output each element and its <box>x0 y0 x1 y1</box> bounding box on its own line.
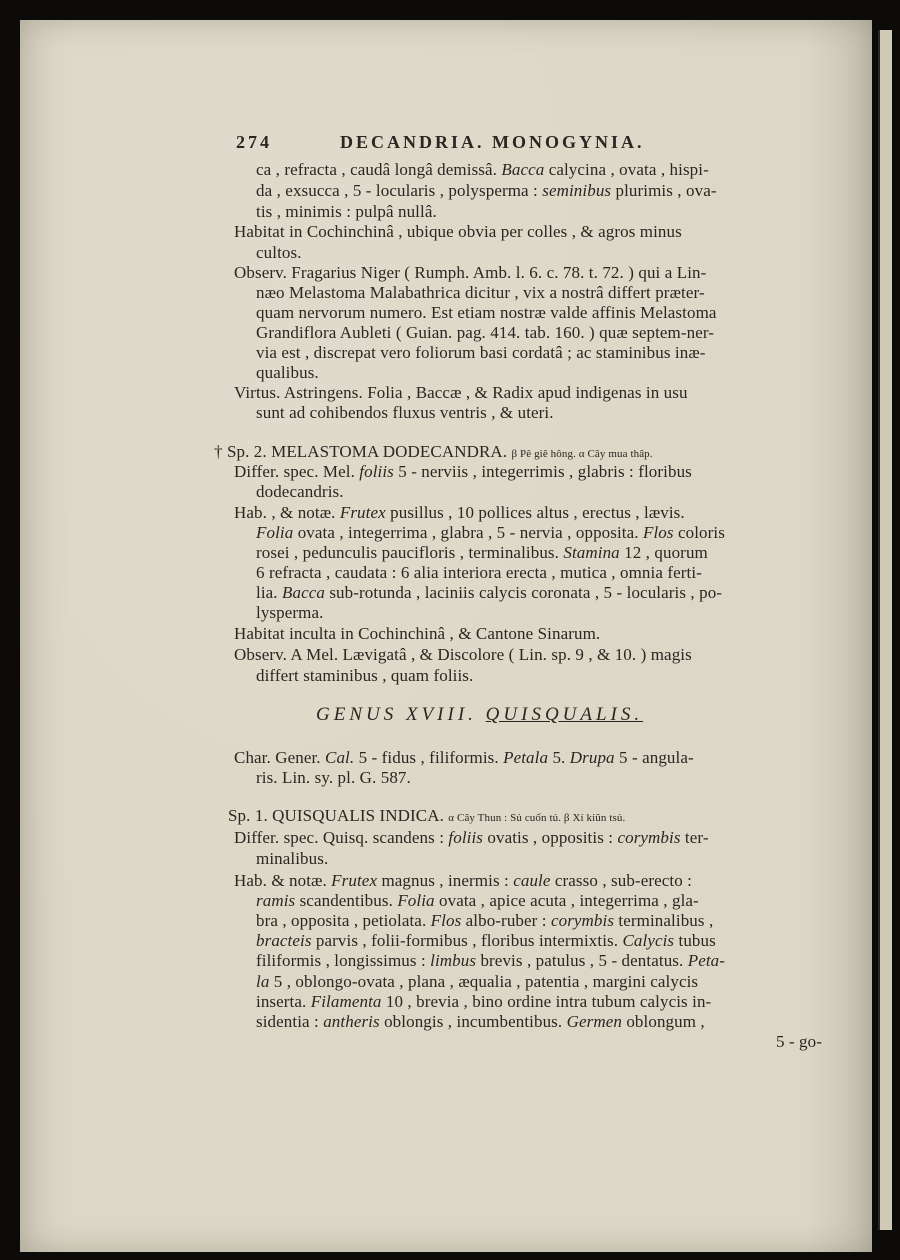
text-run: cultos. <box>256 243 302 262</box>
italic-term: Stamina <box>563 543 620 562</box>
text-line <box>256 768 411 788</box>
text-line <box>256 849 328 869</box>
text-run: 5. <box>548 748 570 767</box>
page-number: 274 <box>236 132 272 152</box>
text-run: tubus <box>674 931 716 950</box>
text-line <box>228 806 625 828</box>
text-line <box>256 603 323 623</box>
text-run: rosei , pedunculis paucifloris , terminalibus. <box>256 543 564 562</box>
text-run: terminalibus , <box>614 911 714 930</box>
text-run: Habitat inculta in Cochinchinâ , & Cantone Sinarum. <box>234 624 601 643</box>
text-line <box>256 972 698 992</box>
text-run: quam nervorum numero. Est etiam nostræ valde affinis Melastoma <box>256 303 717 322</box>
italic-term: Frutex <box>339 503 386 522</box>
text-line <box>256 891 699 911</box>
italic-term: limbus <box>430 951 477 970</box>
italic-term: Frutex <box>331 871 378 890</box>
text-line <box>256 931 716 951</box>
italic-term: foliis <box>448 828 484 847</box>
text-run: Char. Gener. <box>234 748 325 767</box>
text-run: parvis , folii-formibus , floribus intermixtis. <box>311 931 623 950</box>
text-line <box>256 283 705 303</box>
text-line <box>256 363 319 383</box>
italic-term: corymbis <box>617 828 681 847</box>
text-line <box>234 263 706 283</box>
text-line <box>234 503 685 523</box>
text-run: 5 - nerviis , integerrimis , glabris : floribus <box>393 462 692 481</box>
italic-term: Flos <box>430 911 462 930</box>
text-line <box>256 303 717 323</box>
italic-term: foliis <box>359 462 394 481</box>
italic-term: Filamenta <box>310 992 382 1011</box>
italic-term: caule <box>513 871 551 890</box>
text-run: plurimis , ova- <box>611 181 717 200</box>
text-line <box>256 583 722 603</box>
text-line <box>256 523 725 543</box>
text-run: sunt ad cohibendos fluxus ventris , & uteri. <box>256 403 554 422</box>
italic-term: seminibus <box>542 181 612 200</box>
text-line <box>234 462 692 482</box>
text-line <box>256 482 344 502</box>
text-line <box>256 992 711 1012</box>
text-line <box>234 828 709 848</box>
text-run: minalibus. <box>256 849 329 868</box>
vernacular-names: α Cây Thun : Sủ cuốn tủ. β Xí kiũn tsủ. <box>448 812 626 824</box>
text-line <box>256 543 708 563</box>
italic-term: Petala <box>503 748 549 767</box>
text-run: Observ. Fragarius Niger ( Rumph. Amb. l. 6. c. 78. t. 72. ) qui a Lin- <box>234 263 707 282</box>
text-run: pusillus , 10 pollices altus , erectus , lævis. <box>385 503 685 522</box>
text-run: ovatis , oppositis : <box>483 828 618 847</box>
text-line <box>256 951 725 971</box>
text-run: ovata , apice acuta , integerrima , gla- <box>434 891 699 910</box>
text-run: sidentia : <box>256 1012 324 1031</box>
text-run: Grandiflora Aubleti ( Guian. pag. 414. tab. 160. ) quæ septem-ner- <box>256 323 715 342</box>
text-run: oblongis , incumbentibus. <box>379 1012 567 1031</box>
text-run: filiformis , longissimus : <box>256 951 431 970</box>
text-line <box>256 160 709 180</box>
italic-term: Calycis <box>622 931 675 950</box>
text-line <box>256 911 713 931</box>
text-run: ter- <box>680 828 709 847</box>
text-line <box>256 666 473 686</box>
text-run: qualibus. <box>256 363 319 382</box>
text-line <box>256 343 706 363</box>
text-line <box>256 243 302 263</box>
text-run: Differ. spec. Mel. <box>234 462 360 481</box>
text-run: 5 - fidus , filiformis. <box>354 748 504 767</box>
text-line <box>256 181 717 201</box>
text-run: Sp. 1. QUISQUALIS INDICA. <box>228 806 449 825</box>
text-line <box>234 222 682 242</box>
text-run: Observ. A Mel. Lævigatâ , & Discolore ( Lin. sp. 9 , & 10. ) magis <box>234 645 692 664</box>
text-run: calycina , ovata , hispi- <box>544 160 709 179</box>
text-run: lysperma. <box>256 603 324 622</box>
genus-heading <box>316 705 643 725</box>
text-run: Virtus. Astringens. Folia , Baccæ , & Radix apud indigenas in usu <box>234 383 688 402</box>
text-run: oblongum , <box>621 1012 705 1031</box>
text-run: næo Melastoma Malabathrica dicitur , vix a nostrâ differt præter- <box>256 283 705 302</box>
text-run: da , exsucca , 5 - locularis , polysperma : <box>256 181 543 200</box>
running-title: DECANDRIA. MONOGYNIA. <box>340 132 645 152</box>
italic-term: Germen <box>566 1012 622 1031</box>
genus-prefix: GENUS XVIII. <box>316 704 486 725</box>
italic-term: antheris <box>323 1012 380 1031</box>
text-run: magnus , inermis : <box>377 871 514 890</box>
italic-term: Bacca <box>501 160 545 179</box>
text-run: 10 , brevia , bino ordine intra tubum calycis in- <box>381 992 712 1011</box>
text-line <box>256 202 437 222</box>
text-run: 5 - angula- <box>614 748 694 767</box>
text-run: differt staminibus , quam foliis. <box>256 666 474 685</box>
italic-term: Flos <box>642 523 674 542</box>
text-line <box>214 442 653 464</box>
text-line <box>256 323 714 343</box>
text-run: coloris <box>673 523 725 542</box>
catchword: 5 - go- <box>776 1032 823 1051</box>
text-run: inserta. <box>256 992 311 1011</box>
text-run: albo-ruber : <box>461 911 551 930</box>
text-run: Hab. , & notæ. <box>234 503 340 522</box>
text-run: via est , discrepat vero foliorum basi cordatâ ; ac staminibus inæ- <box>256 343 706 362</box>
text-run: 12 , quorum <box>619 543 708 562</box>
text-run: † Sp. 2. MELASTOMA DODECANDRA. <box>214 442 512 461</box>
text-run: ca , refracta , caudâ longâ demissâ. <box>256 160 502 179</box>
text-run: ovata , integerrima , glabra , 5 - nervia , opposita. <box>293 523 643 542</box>
text-line <box>234 748 694 768</box>
text-line <box>234 645 692 665</box>
italic-term: corymbis <box>550 911 615 930</box>
text-run: 6 refracta , caudata : 6 alia interiora erecta , mutica , omnia ferti- <box>256 563 702 582</box>
text-run: brevis , patulus , 5 - dentatus. <box>476 951 688 970</box>
text-run: scandentibus. <box>295 891 398 910</box>
text-line <box>256 563 702 583</box>
italic-term: Bacca <box>282 583 325 602</box>
text-line <box>234 624 600 644</box>
italic-term: bracteis <box>256 931 312 950</box>
genus-name: QUISQUALIS. <box>485 704 644 725</box>
text-run: crasso , sub-erecto : <box>550 871 692 890</box>
vernacular-names: β Pê giê hông. α Cây mua thâp. <box>511 448 653 460</box>
text-line <box>234 383 688 403</box>
text-line <box>256 1012 705 1032</box>
text-run: tis , minimis : pulpâ nullâ. <box>256 202 437 221</box>
text-run: sub-rotunda , laciniis calycis coronata , 5 - locularis , po- <box>324 583 723 602</box>
text-run: 5 , oblongo-ovata , plana , æqualia , patentia , margini calycis <box>269 972 699 991</box>
text-run: Hab. & notæ. <box>234 871 332 890</box>
text-run: bra , opposita , petiolata. <box>256 911 431 930</box>
text-line <box>256 403 554 423</box>
italic-term: la <box>256 972 270 991</box>
text-line <box>234 871 692 891</box>
next-page-edge <box>878 30 892 1230</box>
italic-term: ramis <box>256 891 296 910</box>
text-run: Habitat in Cochinchinâ , ubique obvia per colles , & agros minus <box>234 222 682 241</box>
italic-term: Cal. <box>325 748 355 767</box>
text-run: lia. <box>256 583 282 602</box>
italic-term: Drupa <box>569 748 615 767</box>
text-run: ris. Lin. sy. pl. G. 587. <box>256 768 411 787</box>
text-run: dodecandris. <box>256 482 344 501</box>
text-run: Differ. spec. Quisq. scandens : <box>234 828 449 847</box>
italic-term: Peta- <box>687 951 726 970</box>
italic-term: Folia <box>397 891 435 910</box>
italic-term: Folia <box>256 523 294 542</box>
